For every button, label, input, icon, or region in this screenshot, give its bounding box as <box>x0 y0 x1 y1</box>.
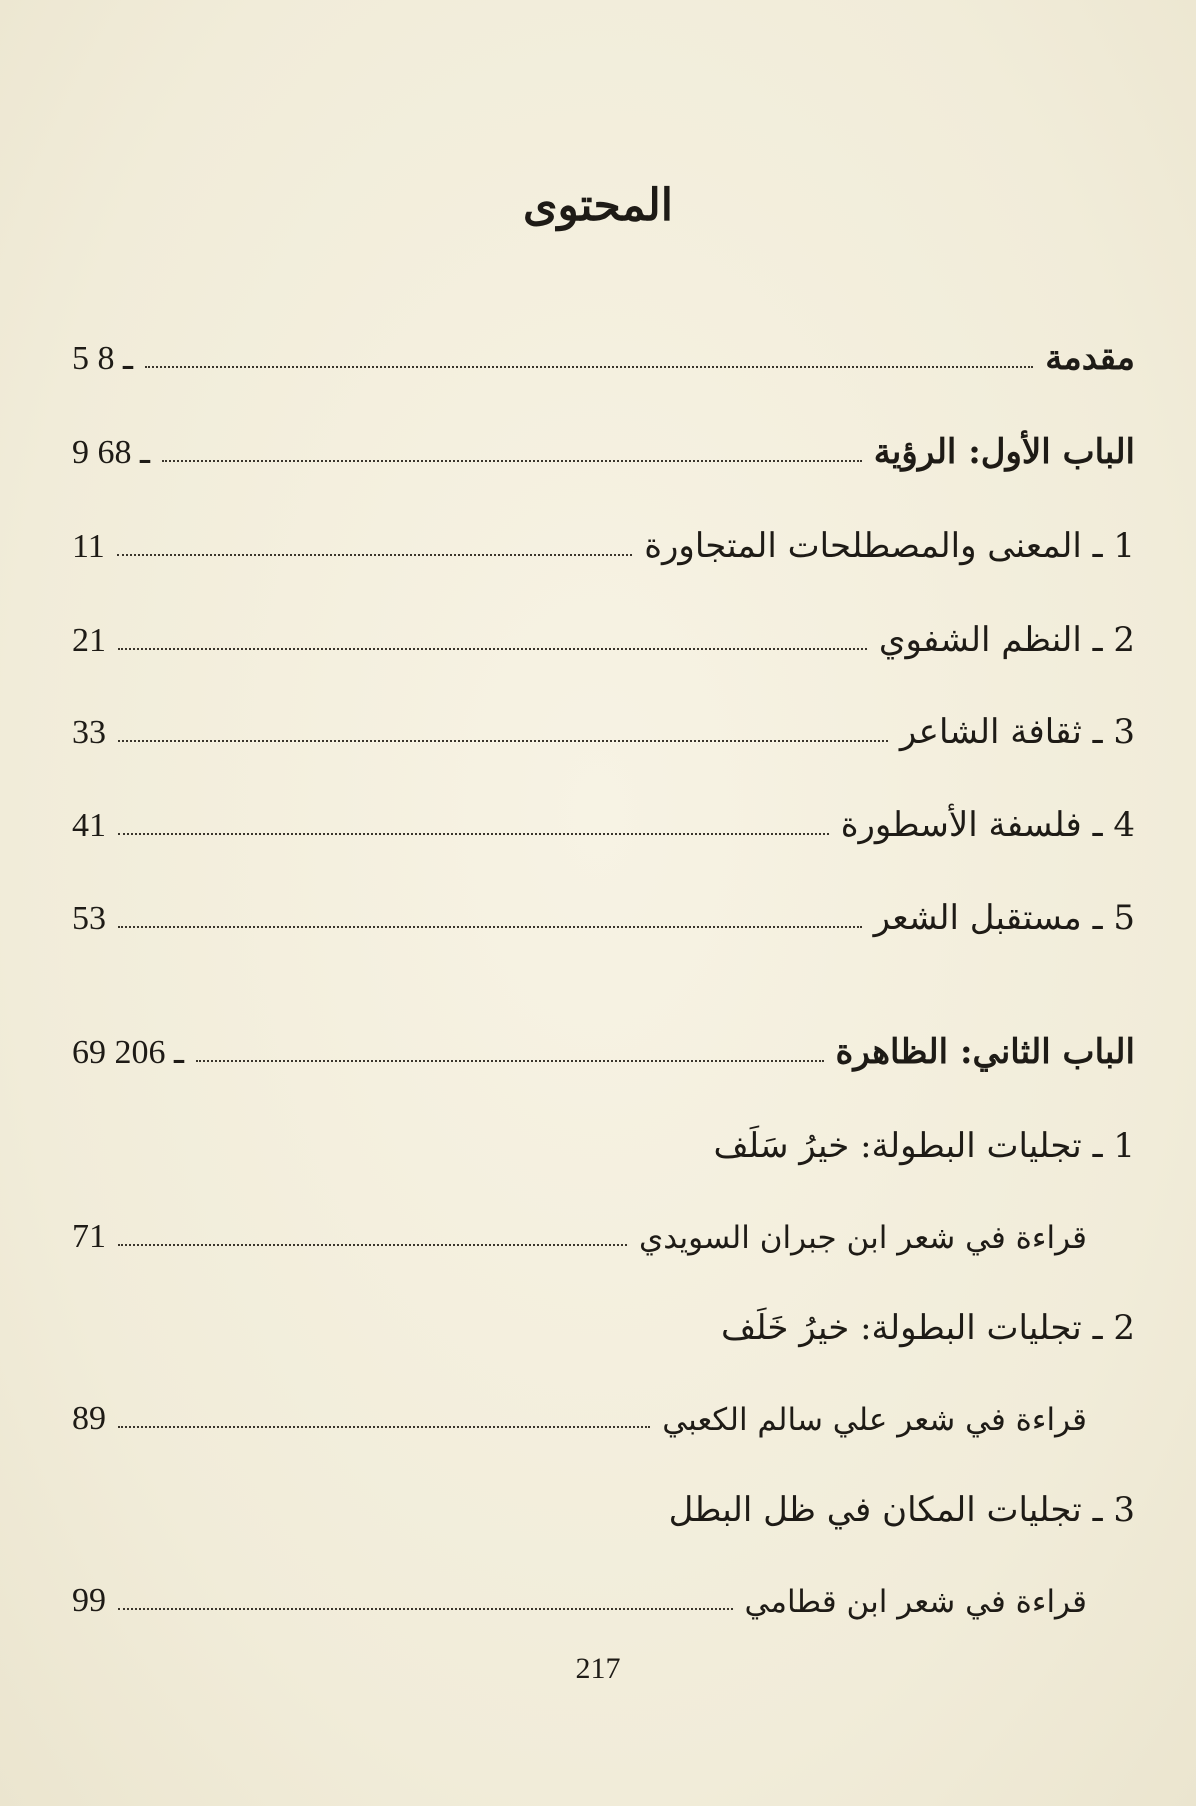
toc-entry-chapter <box>72 506 1135 566</box>
toc-label: 3 ـ تجليات المكان في ظل البطل <box>668 1490 1135 1530</box>
toc-entry-chapter <box>72 878 1135 938</box>
toc-label: الباب الثاني: الظاهرة <box>835 1032 1135 1072</box>
toc-entry-introduction <box>72 318 1135 378</box>
toc-label: 2 ـ تجليات البطولة: خيرُ خَلَف <box>720 1308 1135 1348</box>
toc-page: 33 <box>72 714 106 751</box>
toc-entry-subheading <box>72 1196 1087 1256</box>
toc-page-range: 69 ـ 206 <box>72 1034 184 1071</box>
dot-leader <box>196 1060 824 1062</box>
toc-entry-part-one <box>72 412 1135 472</box>
toc-entry-subheading <box>72 1560 1087 1620</box>
dot-leader <box>118 1608 733 1610</box>
toc-entry-subheading <box>72 1378 1087 1438</box>
toc-page: 89 <box>72 1400 106 1437</box>
toc-page-range: 9 ـ 68 <box>72 434 150 471</box>
toc-label: 1 ـ تجليات البطولة: خيرُ سَلَف <box>713 1126 1135 1166</box>
toc-page-range: 5 ـ 8 <box>72 340 133 377</box>
toc-label: مقدمة <box>1045 338 1135 378</box>
toc-page: 71 <box>72 1218 106 1255</box>
toc-page: 11 <box>72 528 105 565</box>
toc-label: 1 ـ المعنى والمصطلحات المتجاورة <box>644 526 1135 566</box>
toc-page: 41 <box>72 807 106 844</box>
toc-entry-chapter <box>72 600 1135 660</box>
toc-entry-chapter <box>72 692 1135 752</box>
toc-page: 21 <box>72 622 106 659</box>
dot-leader <box>117 554 632 556</box>
toc-label: قراءة في شعر علي سالم الكعبي <box>662 1402 1087 1438</box>
toc-label: 4 ـ فلسفة الأسطورة <box>840 805 1135 845</box>
dot-leader <box>145 366 1033 368</box>
dot-leader <box>118 833 829 835</box>
toc-entry-chapter-heading <box>72 1288 1135 1348</box>
toc-label: 2 ـ النظم الشفوي <box>878 620 1135 660</box>
toc-page: 99 <box>72 1582 106 1619</box>
dot-leader <box>162 460 862 462</box>
toc-entry-chapter <box>72 785 1135 845</box>
dot-leader <box>118 1426 650 1428</box>
toc-label: قراءة في شعر ابن جبران السويدي <box>638 1220 1087 1256</box>
toc-entry-part-two <box>72 1012 1135 1072</box>
toc-page: 53 <box>72 900 106 937</box>
toc-entry-chapter-heading <box>72 1106 1135 1166</box>
dot-leader <box>118 740 888 742</box>
toc-entry-chapter-heading <box>72 1470 1135 1530</box>
page-title: المحتوى <box>523 180 673 231</box>
toc-label: 3 ـ ثقافة الشاعر <box>899 712 1135 752</box>
toc-label: 5 ـ مستقبل الشعر <box>873 898 1135 938</box>
toc-label: الباب الأول: الرؤية <box>873 432 1135 472</box>
dot-leader <box>118 648 867 650</box>
dot-leader <box>118 926 862 928</box>
dot-leader <box>118 1244 627 1246</box>
page-number: 217 <box>575 1652 621 1685</box>
toc-label: قراءة في شعر ابن قطامي <box>744 1584 1087 1620</box>
